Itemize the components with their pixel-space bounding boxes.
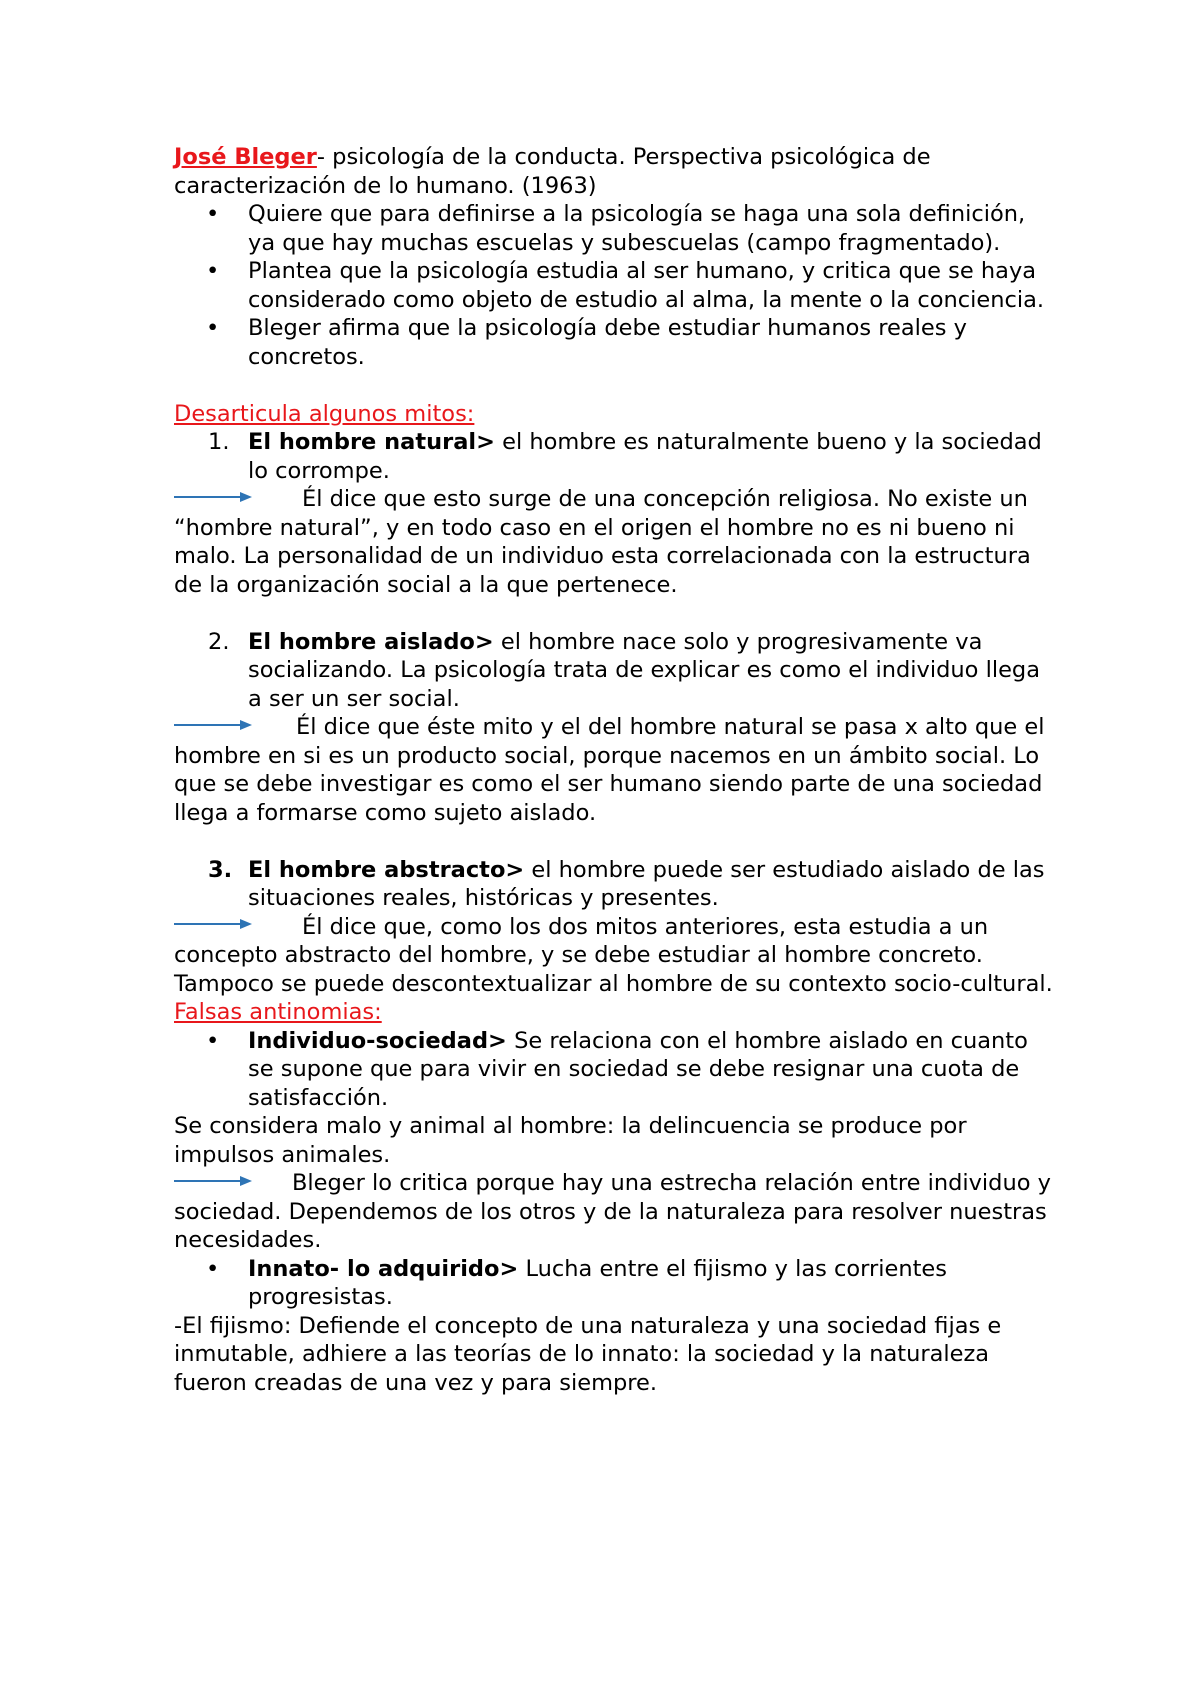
antinomy-item-1 [174, 1027, 1054, 1113]
antinomy-item-2 [174, 1255, 1054, 1312]
antinomy-note-2: -El fijismo: Defiende el concepto de una naturaleza y una sociedad fijas e inmutable, adhiere a las teorías de lo innato: la sociedad y la naturaleza fueron creadas de una vez y para siempre. [174, 1312, 1002, 1396]
antinomy-comment-1: Bleger lo critica porque hay una estrecha relación entre individuo y sociedad. Dependemos de los otros y de la naturaleza para resolver nuestras necesidades. [174, 1170, 1051, 1253]
myth-comment-1: Él dice que esto surge de una concepción religiosa. No existe un “hombre natural”, y en todo caso en el origen el hombre no es ni bueno ni malo. La personalidad de un individuo esta correlacionada con la estructura de la organización social a la que pertenece. [174, 486, 1031, 598]
right-arrow-icon [174, 490, 252, 504]
myth-comment-3: Él dice que, como los dos mitos anteriores, esta estudia a un concepto abstracto del hombre, y se debe estudiar al hombre concreto. Tampoco se puede descontextualizar al hombre de su contexto socio-cultural. [174, 913, 1053, 997]
antinomy-label: Innato- lo adquirido> [248, 1255, 519, 1282]
myth-label: El hombre aislado> [248, 628, 494, 655]
document-body [174, 143, 1054, 1397]
right-arrow-icon [174, 917, 252, 931]
bullet-dot-icon: • [206, 1255, 220, 1282]
bullet-dot-icon: • [206, 201, 220, 227]
myth-item-1 [174, 428, 1054, 485]
myth-label: El hombre natural> [248, 429, 495, 455]
myth-text: el hombre nace solo y progresivamente va socializando. La psicología trata de explicar es como el individuo llega a ser un ser social. [248, 628, 1041, 712]
list-number: 2. [208, 628, 230, 655]
intro-bullet-item: • Quiere que para definirse a la psicología se haga una sola definición, ya que hay muchas escuelas y subescuelas (campo fragmentado). [206, 201, 1026, 256]
antinomy-text: Se relaciona con el hombre aislado en cuanto se supone que para vivir en sociedad se debe resignar una cuota de satisfacción. [248, 1027, 1028, 1111]
heading-description: - psicología de la conducta. Perspectiva psicológica de caracterización de lo humano. (1963) [174, 144, 931, 199]
antinomy-text: Lucha entre el fijismo y las corrientes progresistas. [248, 1255, 947, 1310]
blank-line [174, 599, 1054, 628]
myth-item-3 [174, 856, 1054, 913]
blank-line [174, 827, 1054, 856]
list-number: 3. [208, 856, 233, 883]
list-number: 1. [208, 429, 230, 455]
bullet-dot-icon: • [206, 315, 220, 341]
myth-comment-2: Él dice que éste mito y el del hombre natural se pasa x alto que el hombre en si es un producto social, porque nacemos en un ámbito social. Lo que se debe investigar es como el ser humano siendo parte de una sociedad llega a formarse como sujeto aislado. [174, 714, 1045, 826]
myth-text: el hombre puede ser estudiado aislado de las situaciones reales, históricas y presentes. [248, 856, 1045, 911]
myth-item-2 [174, 628, 1054, 714]
intro-bullet-item: • Plantea que la psicología estudia al ser humano, y critica que se haya considerado como objeto de estudio al alma, la mente o la conciencia. [206, 258, 1045, 313]
bullet-dot-icon: • [206, 258, 220, 284]
right-arrow-icon [174, 1174, 252, 1188]
document-heading [174, 143, 1054, 200]
myths-section-title: Desarticula algunos mitos: [174, 400, 475, 427]
author-name: José Bleger [174, 144, 317, 170]
myth-text: el hombre es naturalmente bueno y la sociedad lo corrompe. [248, 429, 1042, 484]
right-arrow-icon [174, 718, 252, 732]
blank-line [174, 371, 1054, 400]
antinomies-section-title: Falsas antinomias: [174, 999, 382, 1025]
myth-label: El hombre abstracto> [248, 856, 525, 883]
antinomy-label: Individuo-sociedad> [248, 1027, 507, 1054]
antinomy-note-1: Se considera malo y animal al hombre: la delincuencia se produce por impulsos animales. [174, 1113, 967, 1168]
intro-bullet-item: • Bleger afirma que la psicología debe estudiar humanos reales y concretos. [206, 315, 967, 370]
bullet-dot-icon: • [206, 1027, 220, 1054]
intro-bullet-list [174, 200, 1054, 371]
